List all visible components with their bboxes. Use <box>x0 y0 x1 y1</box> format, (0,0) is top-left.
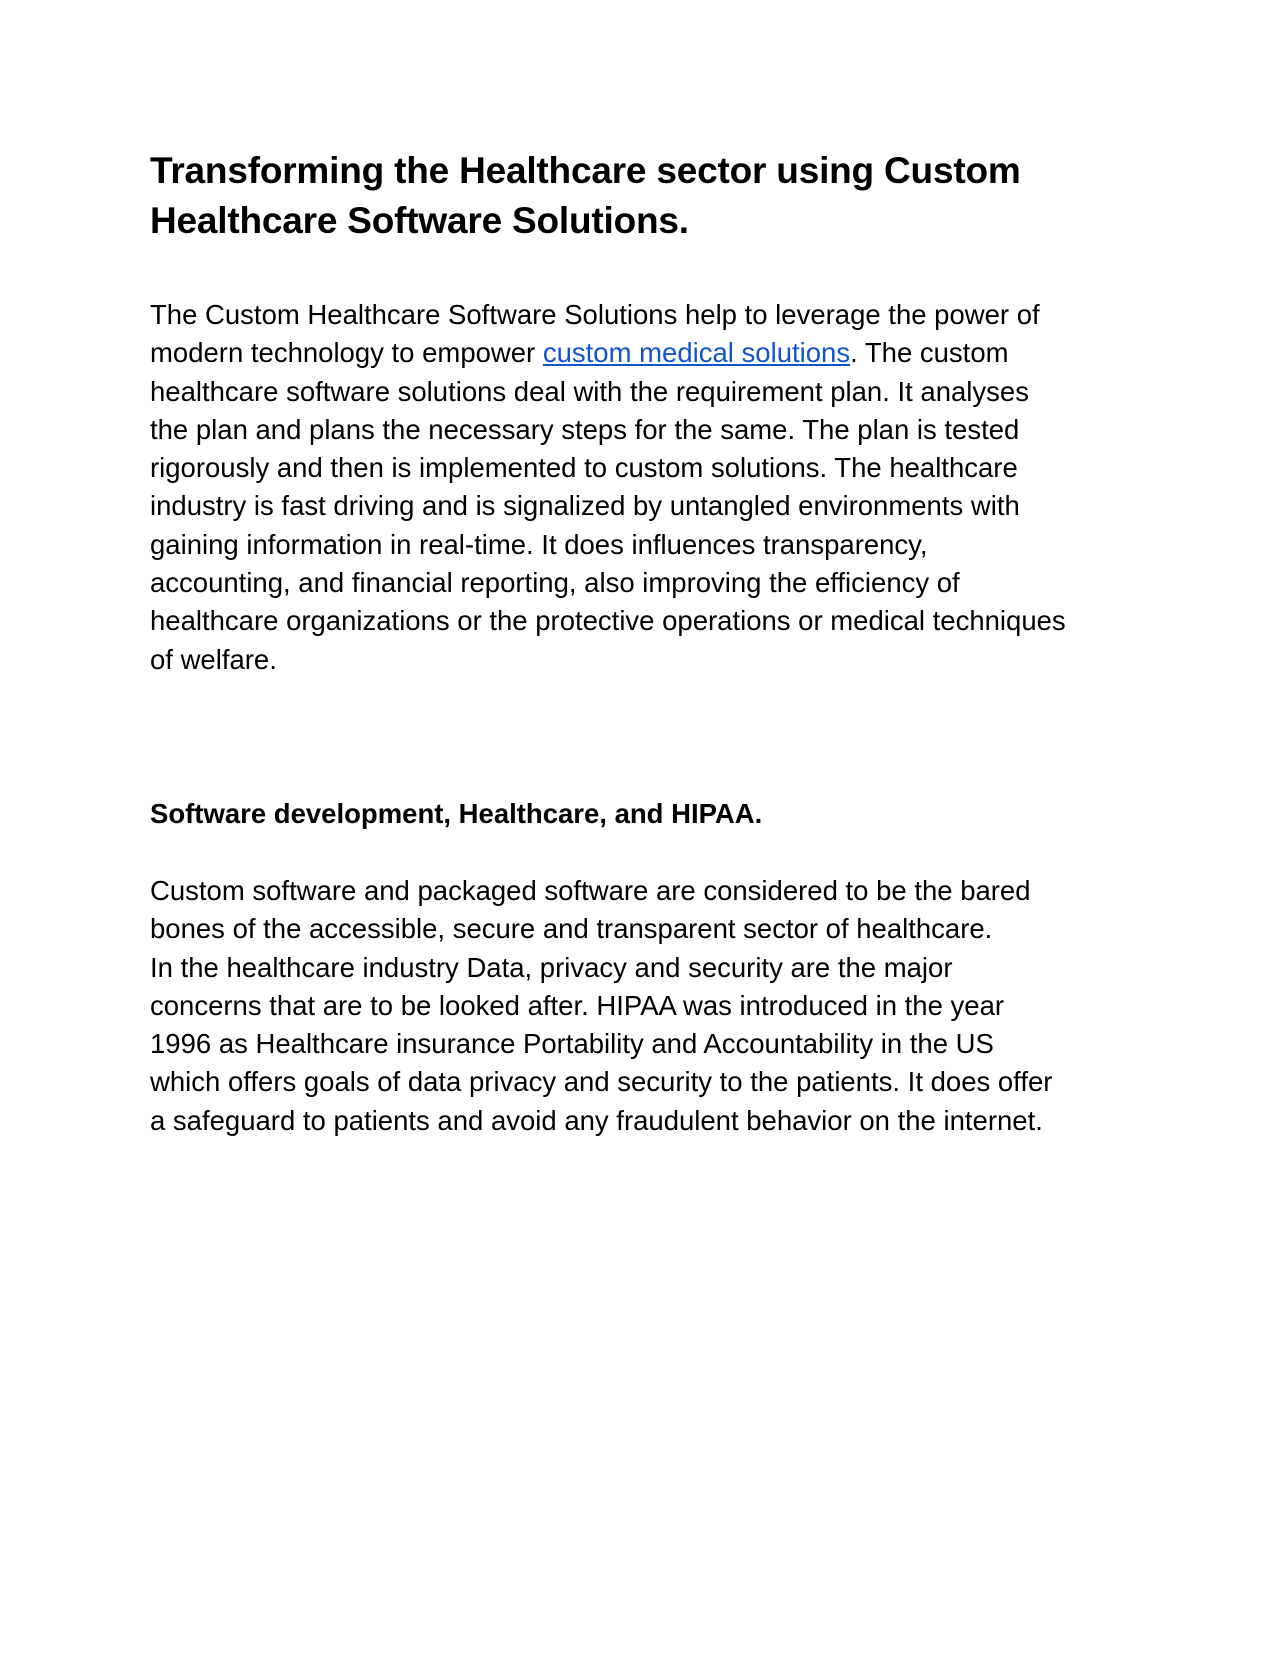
paragraph-line: 1996 as Healthcare insurance Portability and Accountability in the US <box>150 1028 994 1060</box>
paragraph-line-with-link <box>150 334 1140 372</box>
paragraph-line: which offers goals of data privacy and security to the patients. It does offer <box>150 1066 1053 1098</box>
paragraph-line: gaining information in real-time. It does influences transparency, <box>150 528 928 560</box>
paragraph-line: concerns that are to be looked after. HIPAA was introduced in the year <box>150 989 1005 1021</box>
intro-paragraph <box>150 296 1140 679</box>
hipaa-paragraph <box>150 872 1140 1140</box>
document-page <box>150 146 1140 1140</box>
paragraph-line: industry is fast driving and is signalized by untangled environments with <box>150 490 1020 522</box>
title-line: Healthcare Software Solutions. <box>150 200 689 241</box>
paragraph-line: In the healthcare industry Data, privacy and security are the major <box>150 951 953 983</box>
title-line: Transforming the Healthcare sector using Custom <box>150 150 1021 191</box>
paragraph-line: bones of the accessible, secure and transparent sector of healthcare. <box>150 913 993 945</box>
paragraph-line: the plan and plans the necessary steps for the same. The plan is tested <box>150 413 1020 445</box>
paragraph-line: Custom software and packaged software are considered to be the bared <box>150 874 1031 906</box>
custom-medical-solutions-link[interactable]: custom medical solutions <box>542 337 851 369</box>
paragraph-text: modern technology to empower <box>150 337 543 369</box>
section-heading: Software development, Healthcare, and HIPAA. <box>150 797 763 829</box>
paragraph-line: rigorously and then is implemented to custom solutions. The healthcare <box>150 452 1018 484</box>
paragraph-line: a safeguard to patients and avoid any fraudulent behavior on the internet. <box>150 1104 1043 1136</box>
document-title <box>150 146 1140 246</box>
paragraph-line: of welfare. <box>150 643 277 675</box>
paragraph-text: . The custom <box>850 337 1009 369</box>
paragraph-line: accounting, and financial reporting, also improving the efficiency of <box>150 567 960 599</box>
paragraph-line: healthcare organizations or the protective operations or medical techniques <box>150 605 1066 637</box>
paragraph-line: The Custom Healthcare Software Solutions help to leverage the power of <box>150 299 1040 330</box>
paragraph-line: healthcare software solutions deal with the requirement plan. It analyses <box>150 375 1029 407</box>
